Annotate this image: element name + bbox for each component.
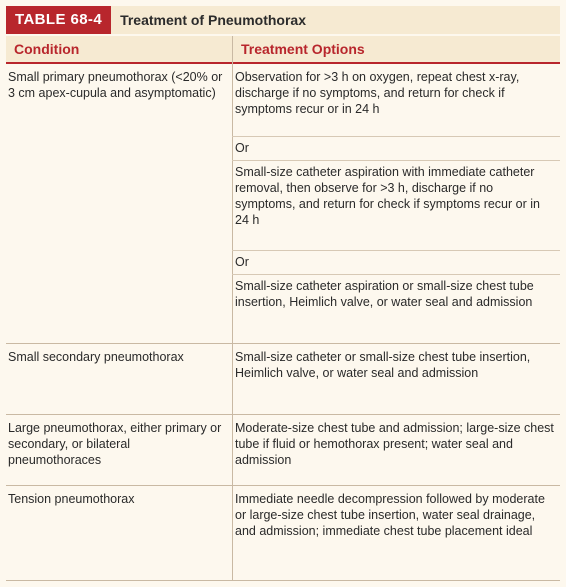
option-divider [232,250,560,251]
treatment-option: Small-size catheter aspiration with immediate catheter removal, then observe for >3 h, discharge if no symptoms, and return for check if symptoms recur or in 24 h [235,165,540,227]
row-divider [6,343,560,344]
table-title: Treatment of Pneumothorax [120,12,306,28]
treatment-option: Small-size catheter aspiration or small-size chest tube insertion, Heimlich valve, or water seal and admission [235,279,534,309]
row-divider [6,485,560,486]
row-treatment-or [235,254,555,270]
header-treatment-options: Treatment Options [241,41,365,57]
row-treatment [235,420,555,468]
treatment-option-or: Or [235,255,249,269]
row-divider [6,414,560,415]
option-divider [232,160,560,161]
table-bottom-border [6,580,560,581]
treatment-option-or: Or [235,141,249,155]
row-treatment-or [235,140,555,156]
column-divider [232,36,233,581]
table-header-row [6,36,560,64]
option-divider [232,274,560,275]
row-condition: Small secondary pneumothorax [8,350,184,364]
row-treatment [235,278,555,310]
option-divider [232,136,560,137]
table-title-bar [6,6,560,34]
treatment-option: Observation for >3 h on oxygen, repeat chest x-ray, discharge if no symptoms, and return for check if symptoms recur or in 24 h [235,70,520,116]
table-number-badge: TABLE 68-4 [6,6,111,34]
row-treatment [235,491,555,539]
treatment-option: Moderate-size chest tube and admission; large-size chest tube if fluid or hemothorax present; water seal and admission [235,421,554,467]
treatment-option: Immediate needle decompression followed by moderate or large-size chest tube insertion, water seal drainage, and admission; immediate chest tube placement ideal [235,492,545,538]
row-condition: Large pneumothorax, either primary or secondary, or bilateral pneumothoraces [8,421,222,467]
treatment-option: Small-size catheter or small-size chest tube insertion, Heimlich valve, or water seal and admission [235,350,531,380]
row-condition: Small primary pneumothorax (<20% or 3 cm apex-cupula and asymptomatic) [8,70,223,100]
row-treatment [235,349,555,381]
row-treatment [235,69,555,117]
row-treatment [235,164,555,228]
row-condition: Tension pneumothorax [8,492,135,506]
header-condition: Condition [14,41,80,57]
